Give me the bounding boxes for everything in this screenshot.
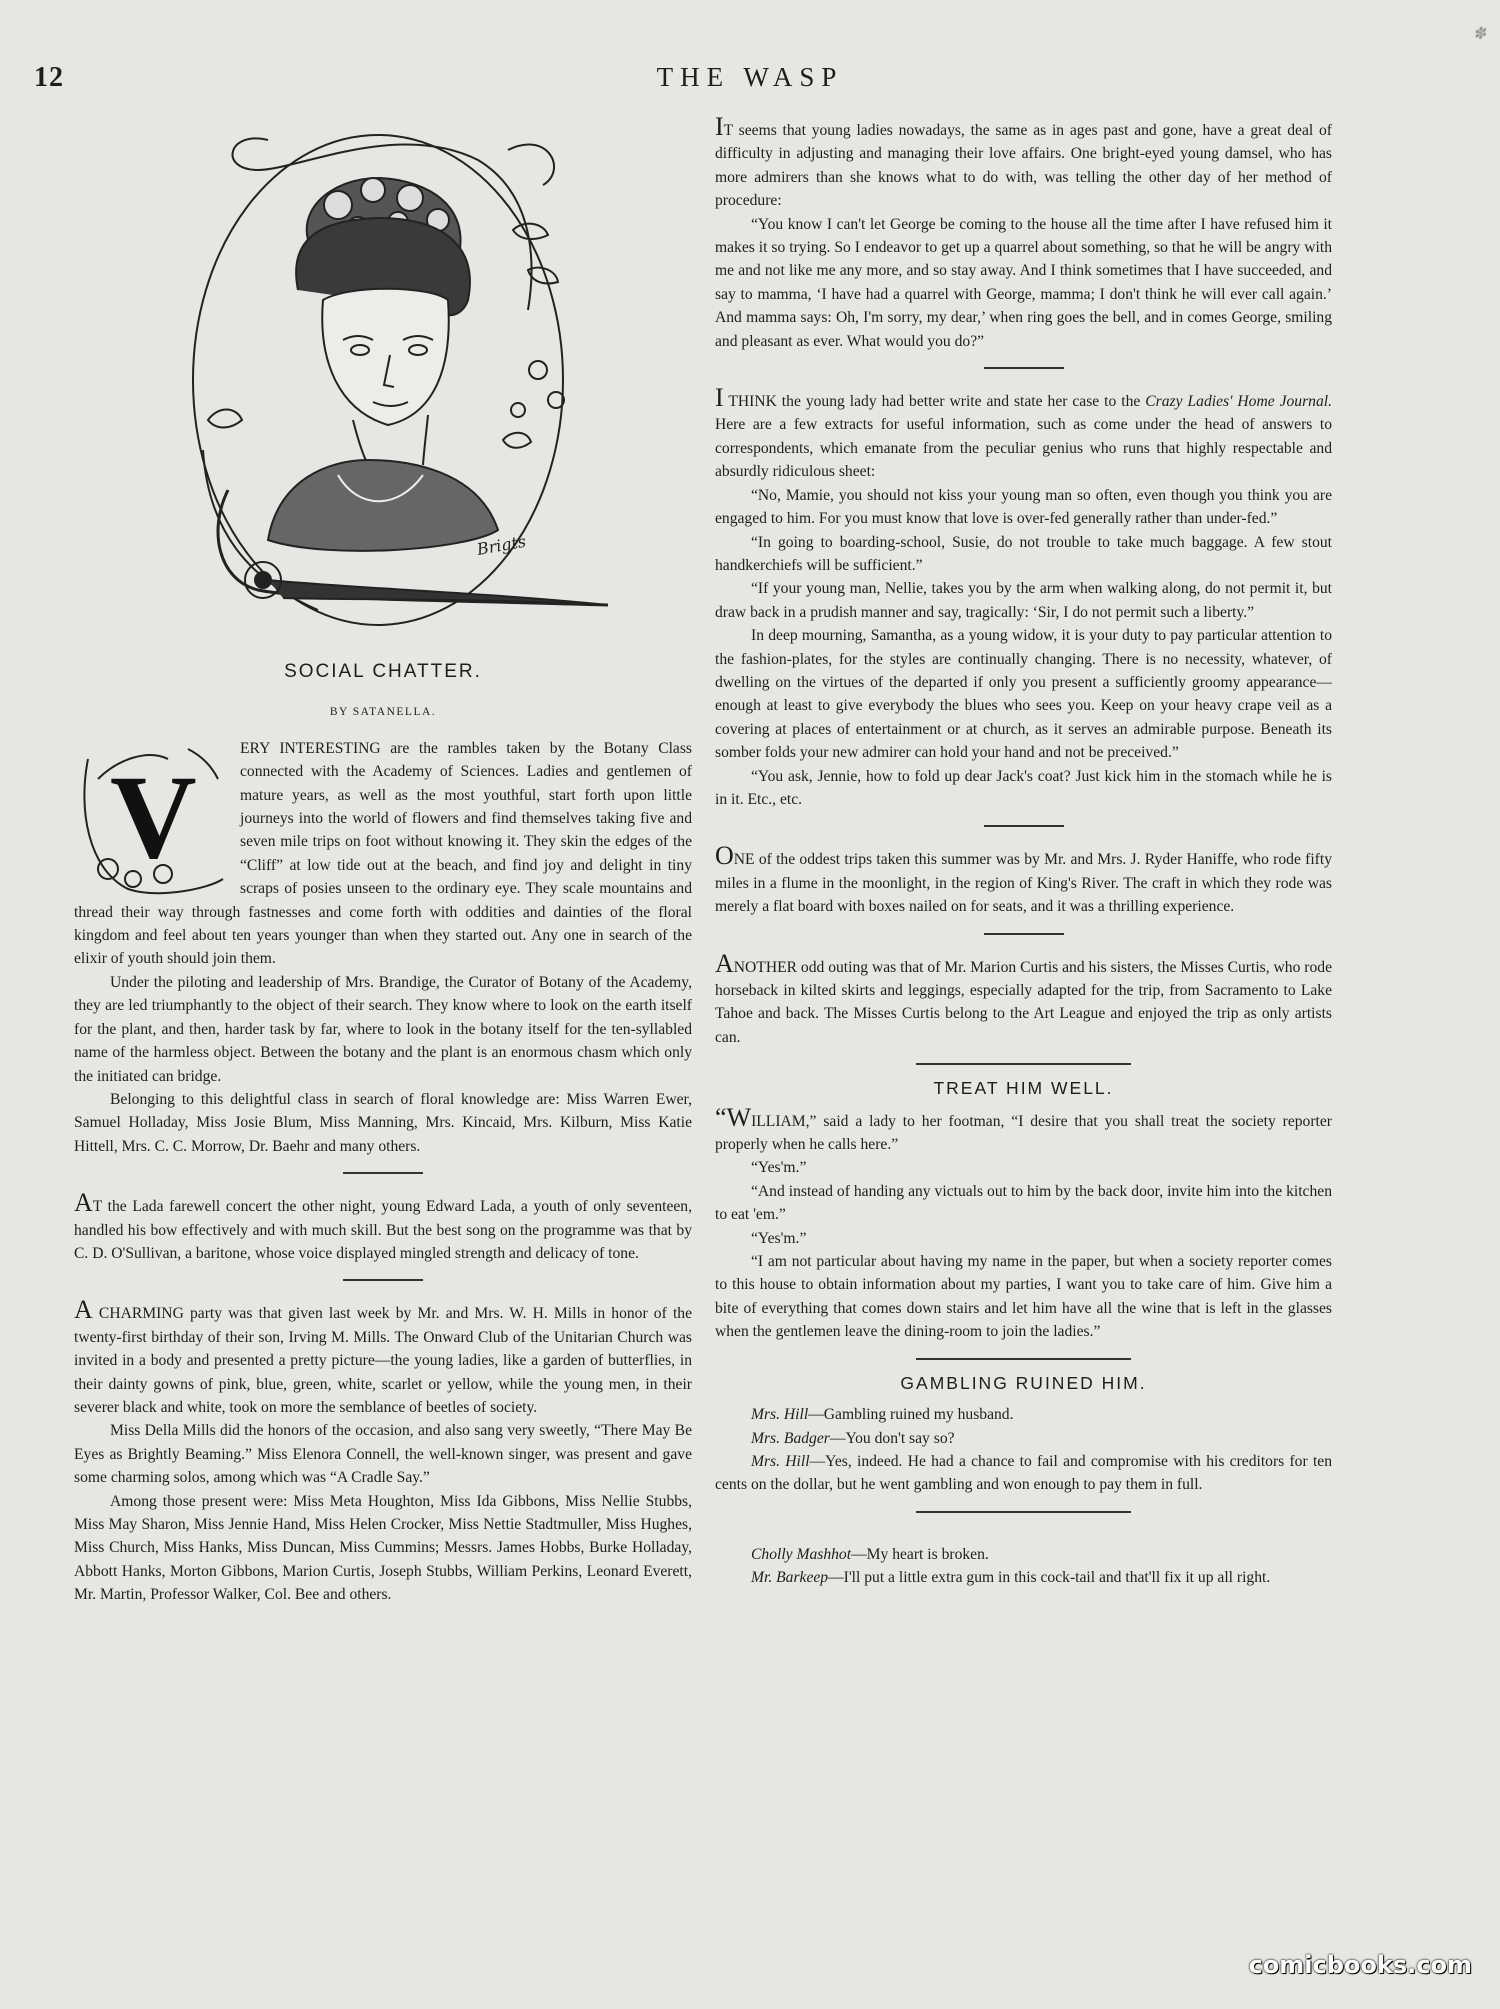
gambling-line-1 [715,1403,1332,1426]
flume-text: NE of the oddest trips taken this summer was by Mr. and Mrs. J. Ryder Haniffe, who rode fifty miles in a flume in the moonlight, in the region of King's River. The craft in which they rode was merely a flat board with boxes nailed on for seats, and it was a thrilling experience. [715,851,1332,916]
section-divider [916,1063,1131,1065]
flume-paragraph [715,841,1332,918]
artist-signature: Brigts [475,531,528,559]
advice-samantha: In deep mourning, Samantha, as a young widow, it is your duty to pay particular attention to the fashion-plates, for the styles are continually changing. There is no necessity, whatever, of dwelling on the virtues of the departed if only you present a sufficiently groomy appearance—enough at least to give everybody the blues who sees you. Keep on your heavy crape veil as a covering at places of entertainment or at church, as it serves an admirable purpose. Beneath its somber folds your new admirer can hold your hand and not be preceived.” [715,627,1332,762]
gambling-line-2 [715,1427,1332,1450]
left-column [74,110,692,1607]
treat-paragraph-1 [715,1102,1332,1157]
journal-title: Crazy Ladies' Home Journal. [1145,393,1332,411]
section-divider [343,1279,423,1281]
section-divider [984,367,1064,369]
gambling-line-3 [715,1450,1332,1497]
botany-paragraph-2: Under the piloting and leadership of Mrs. Brandige, the Curator of Botany of the Academy, they are led triumphantly to the object of their search. They know where to look on the earth itself for the plant, and then, harder task by far, where to look in the botany itself for the ten-syllabled name of the harmless object. Between the botany and the plant is an enormous chasm which only the initiated can bridge. [74,973,692,1085]
curtis-text: NOTHER odd outing was that of Mr. Marion Curtis and his sisters, the Misses Curtis, who rode horseback in kilted skirts and leggings, especially adapted for the trip, from Sacramento to Lake Tahoe and back. The Misses Curtis belong to the Art League and enjoyed the trip as only artists can. [715,958,1332,1046]
ladies-paragraph-2: “You know I can't let George be coming to the house all the time after I have refused him it makes it so trying. So I endeavor to get up a quarrel about something, so that he will be angry with me and not like me any more, and so stay away. And I think sometimes that I have succeeded, and say to mamma, ‘I have had a quarrel with George, mamma; I don't think he will ever call again.’ And mamma says: Oh, I'm sorry, my dear,’ when ring goes the bell, and in comes George, smiling and pleasant as ever. What would you do?” [715,215,1332,350]
treat-him-well-title: TREAT HIM WELL. [933,1078,1114,1099]
speaker: Mrs. Badger [751,1429,830,1447]
speaker: Cholly Mashhot [751,1545,852,1563]
site-watermark: comicbooks.com [1248,1951,1472,1979]
lada-text: T the Lada farewell concert the other night, young Edward Lada, a youth of only seventeen, handled his bow effectively and with much skill. But the best song on the programme was that by C. D. O'Sullivan, a baritone, whose voice displayed mingled strength and delicacy of tone. [74,1198,692,1262]
ornate-dropcap-illustration [68,739,228,899]
dialogue-text: —Yes, indeed. He had a chance to fail and compromise with his creditors for ten cents on the dollar, but he went gambling and won enough to pay them in full. [715,1452,1332,1494]
dialogue-text: —I'll put a little extra gum in this cock-tail and that'll fix it up all right. [828,1569,1271,1587]
article-headline: SOCIAL CHATTER. [284,661,482,682]
think-tail: Here are a few extracts for useful information, such as come under the head of answers to correspondents, which emanate from the peculiar genius who runs that highly respectable and absurdly ridiculous sheet: [715,416,1332,481]
treat-line-5: “I am not particular about having my name in the paper, but when a society reporter comes to this house to obtain information about my parties, I want you to take care of him. Give him a bite of everything that comes down stairs and let him have all the wine that is left in the glasses when the gentlemen leave the dining-room to join the ladies.” [715,1253,1332,1341]
section-divider [916,1511,1131,1513]
speaker: Mrs. Hill [751,1406,809,1424]
section-divider [343,1172,423,1174]
ladies-initial: I [715,112,724,141]
ladies-text: T seems that young ladies nowadays, the same as in ages past and gone, have a great deal of difficulty in adjusting and managing their love affairs. One bright-eyed young damsel, who has more admirers than she knows what to do with, was telling the other day of her method of procedure: [715,122,1332,210]
speaker: Mrs. Hill [751,1452,810,1470]
mills-paragraph-1 [74,1295,692,1419]
treat-text: ILLIAM,” said a lady to her footman, “I desire that you shall treat the society reporter properly when he calls here.” [715,1112,1332,1154]
mills-initial: A [74,1295,93,1325]
curtis-initial: A [715,948,734,978]
woman-portrait-illustration [148,110,618,650]
right-column [715,112,1332,1590]
section-divider [916,1358,1131,1360]
treat-line-4: “Yes'm.” [751,1229,807,1247]
mills-text: CHARMING party was that given last week by Mr. and Mrs. W. H. Mills in honor of the twenty-first birthday of their son, Irving M. Mills. The Onward Club of the Unitarian Church was invited in a body and presented a pretty picture—the young ladies, like a garden of butterflies, in their dainty gowns of pink, blue, green, white, scarlet or yellow, while the young men, in their severer black and white, took on more the semblance of beetles of society. [74,1305,692,1416]
botany-paragraph-3: Belonging to this delightful class in search of floral knowledge are: Miss Warren Ewer, Samuel Holladay, Miss Josie Blum, Miss Manning, Mrs. Kincaid, Mrs. Kilburn, Miss Katie Hittell, Mrs. C. C. Morrow, Dr. Baehr and many others. [74,1090,692,1155]
treat-line-2: “Yes'm.” [751,1159,807,1177]
article-byline: BY SATANELLA. [329,706,437,719]
cholly-line-2 [715,1566,1332,1589]
lada-paragraph [74,1188,692,1265]
dialogue-text: —You don't say so? [829,1429,955,1447]
advice-nellie: “If your young man, Nellie, takes you by the arm when walking along, do not permit it, but draw back in a prudish manner and say, tragically: ‘Sir, I do not permit such a liberty.” [715,580,1332,621]
dialogue-text: —Gambling ruined my husband. [808,1406,1014,1424]
gambling-title: GAMBLING RUINED HIM. [900,1372,1147,1393]
speaker: Mr. Barkeep [751,1569,829,1587]
treat-line-3: “And instead of handing any victuals out to him by the back door, invite him into the kitchen to eat 'em.” [715,1182,1332,1224]
advice-mamie: “No, Mamie, you should not kiss your young man so often, even though you think you are engaged to him. For you must know that love is over-fed generally rather than under-fed.” [715,486,1332,528]
botany-paragraph-1 [74,737,692,971]
treat-initial: “W [715,1102,752,1132]
advice-jennie: “You ask, Jennie, how to fold up dear Jack's coat? Just kick him in the stomach while he is in it. Etc., etc. [715,767,1332,808]
cholly-line-1 [715,1543,1332,1566]
ladies-paragraph-1 [715,112,1332,213]
page-number: 12 [34,62,64,93]
lada-initial: A [74,1188,93,1218]
section-divider [984,825,1064,827]
masthead: THE WASP [656,62,844,92]
mills-paragraph-2: Miss Della Mills did the honors of the occasion, and also sang very sweetly, “There May Be Eyes as Brightly Beaming.” Miss Elenora Connell, the well-known singer, was present and gave some charming solos, among which was “A Cradle Say.” [74,1422,692,1487]
corner-ink-stamp: ✽ [1471,24,1488,45]
section-divider [984,933,1064,935]
mills-paragraph-3: Among those present were: Miss Meta Houghton, Miss Ida Gibbons, Miss Nellie Stubbs, Miss May Sharon, Miss Jennie Hand, Miss Helen Crocker, Miss Nettie Stadtmuller, Miss Hughes, Miss Church, Miss Hanks, Miss Duncan, Miss Cummins; Messrs. James Hobbs, Burke Holladay, Abbott Hanks, Morton Gibbons, Marion Curtis, Joseph Stubbs, William Perkins, Leonard Everett, Mr. Martin, Professor Walker, Col. Bee and others. [74,1492,692,1604]
dialogue-text: —My heart is broken. [851,1545,989,1563]
dropcap-letter: V [110,749,197,883]
curtis-paragraph [715,948,1332,1050]
think-lead: THINK the young lady had better write and state her case to the [723,393,1146,411]
advice-susie: “In going to boarding-school, Susie, do not trouble to take much baggage. A few stout handkerchiefs will be sufficient.” [715,533,1332,574]
flume-initial: O [715,841,734,871]
botany-text: ERY INTERESTING are the rambles taken by the Botany Class connected with the Academy of Sciences. Ladies and gentlemen of mature years, as well as the most youthful, start forth upon little journeys into the world of flowers and find themselves taking five and seven mile trips on foot without knowing it. They skin the edges of the “Cliff” at low tide out at the beach, and find joy and delight in tiny scraps of posies unseen to the ordinary eye. They scale mountains and thread their way through fastnesses and come forth with oddities and dainties of the floral kingdom and feel about ten years younger than when they started out. Any one in search of the elixir of youth should join them. [74,739,692,968]
think-initial: I [715,383,724,413]
think-paragraph [715,383,1332,484]
